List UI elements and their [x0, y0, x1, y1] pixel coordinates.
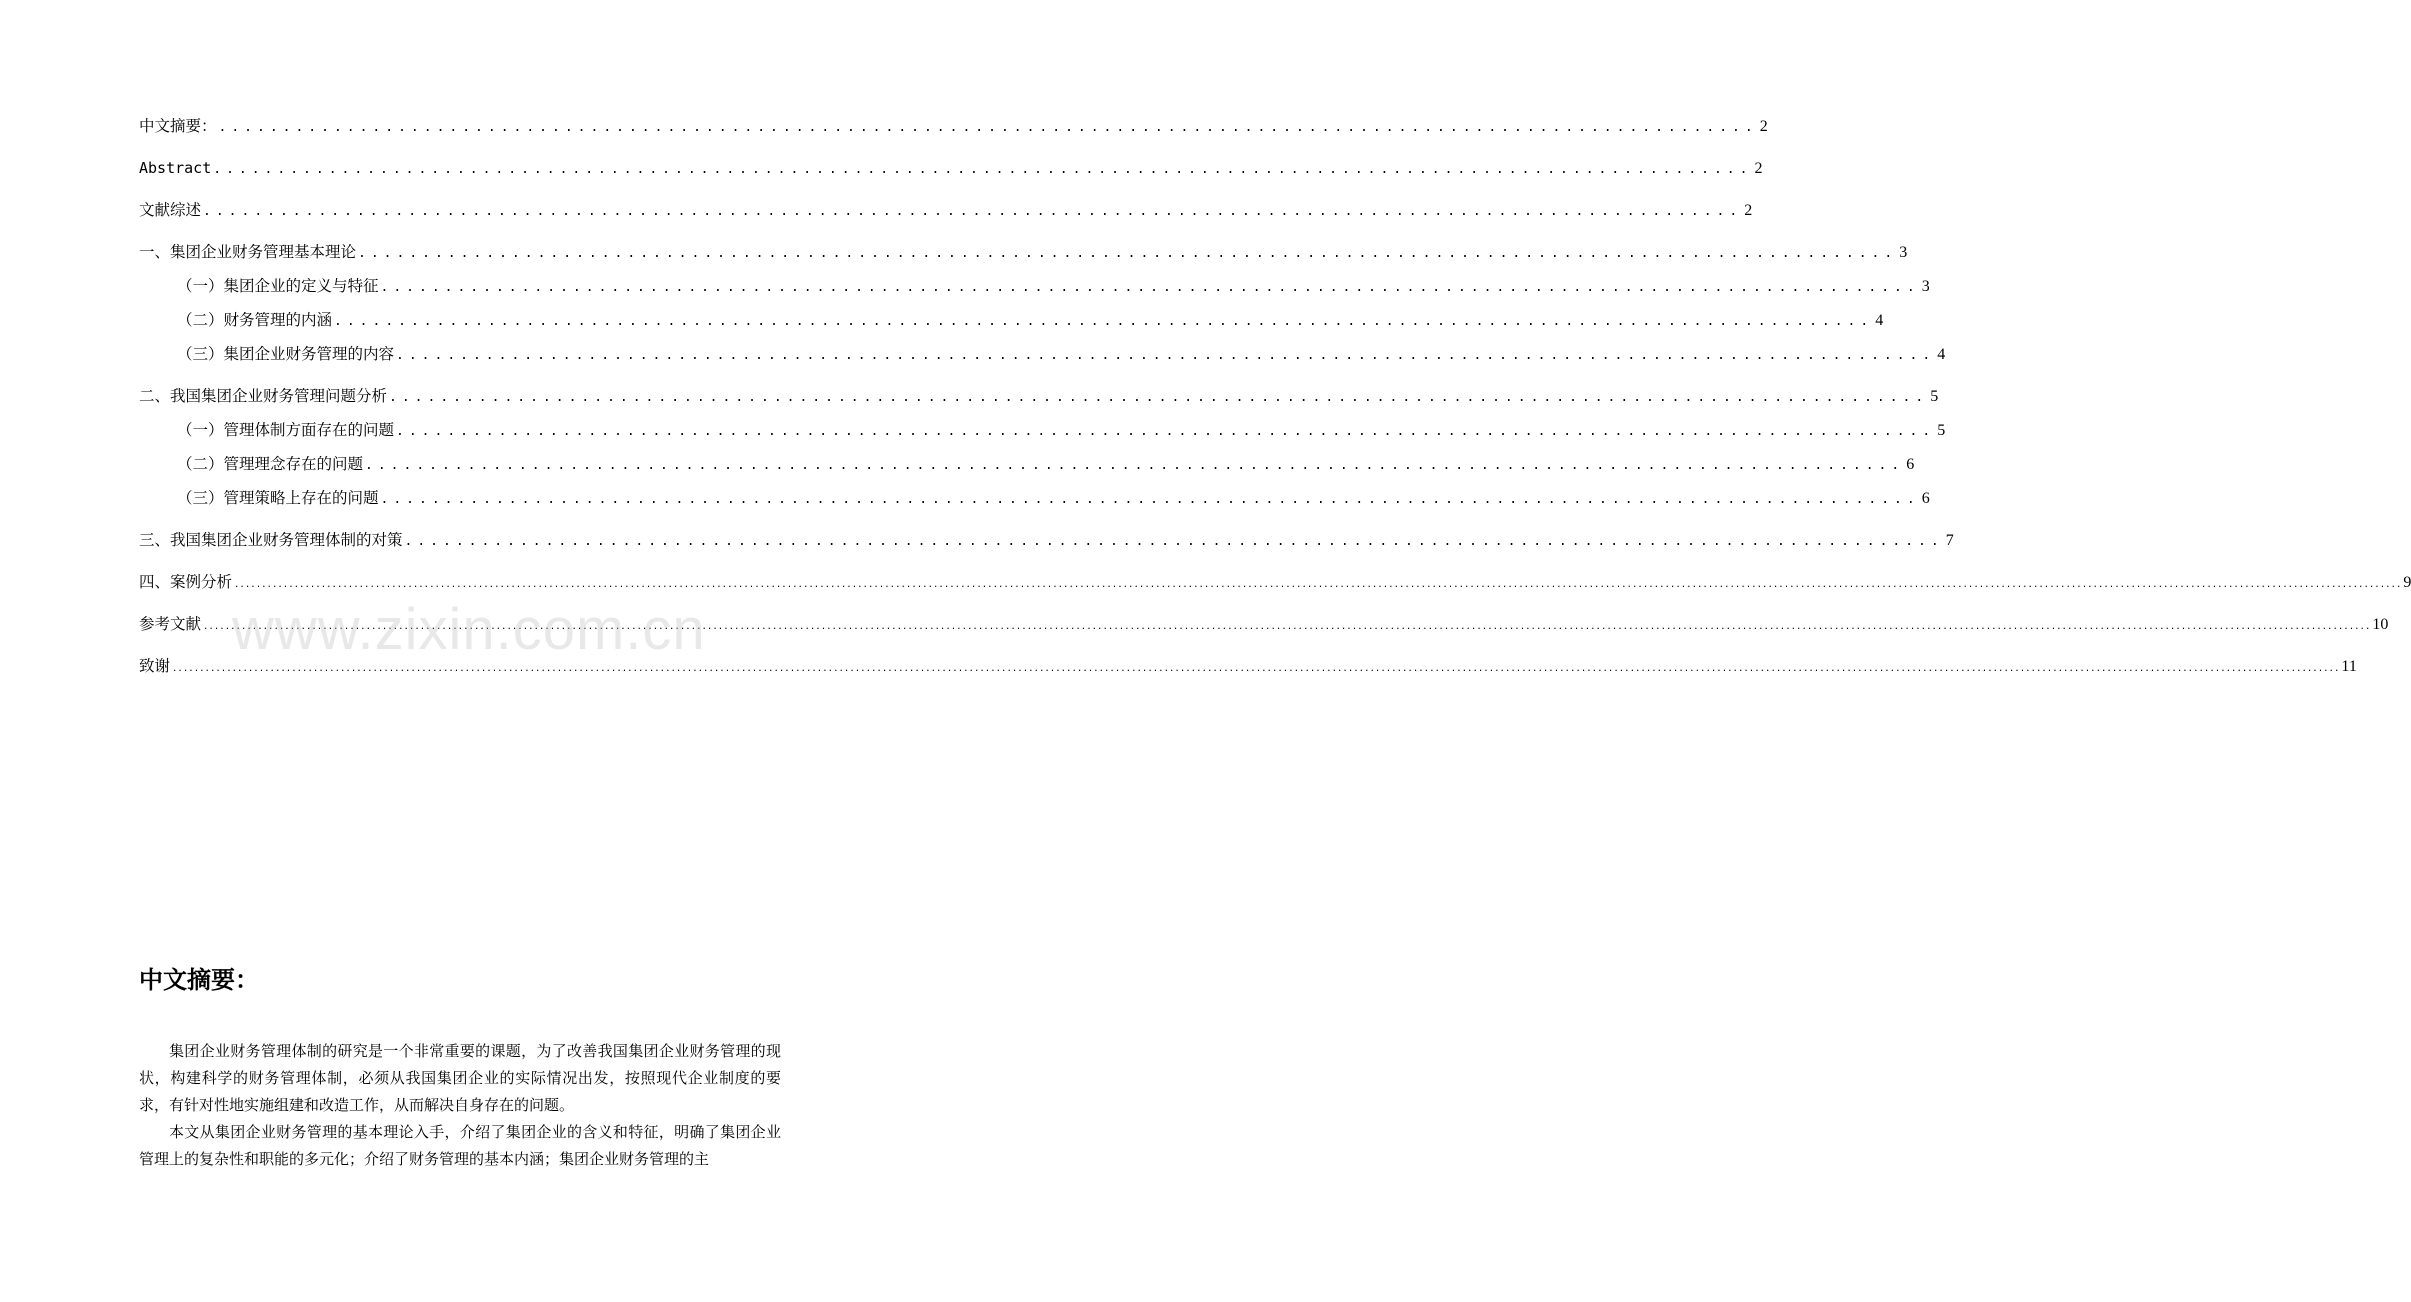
toc-dot-leader: ........................................................................................................................	[389, 390, 1929, 405]
toc-entry-page: 3	[1899, 244, 1908, 261]
toc-entry[interactable]	[139, 152, 1763, 184]
toc-entry-title: Abstract	[139, 159, 212, 177]
toc-entry[interactable]	[139, 524, 1954, 556]
toc-dot-leader: ........................................................................................................................	[334, 314, 1874, 329]
toc-entry-title: 四、案例分析	[139, 573, 233, 591]
abstract-body	[139, 1038, 781, 1173]
toc-entry-page: 3	[1921, 278, 1930, 295]
abstract-paragraph: 本文从集团企业财务管理的基本理论入手，介绍了集团企业的含义和特征，明确了集团企业管理上的复杂性和职能的多元化；介绍了财务管理的基本内涵；集团企业财务管理的主	[139, 1123, 781, 1168]
toc-entry-title: 一、集团企业财务管理基本理论	[139, 243, 357, 261]
toc-entry-page: 5	[1937, 422, 1946, 439]
toc-entry-page: 2	[1744, 202, 1753, 219]
abstract-heading: 中文摘要：	[139, 966, 259, 994]
toc-entry-page: 11	[2341, 658, 2357, 675]
toc-entry-page: 2	[1759, 118, 1768, 135]
toc-dot-leader: ................................................................................................................................................................................................................................................................................................................................................................................................................	[203, 622, 2371, 632]
toc-entry[interactable]	[139, 414, 1946, 446]
toc-entry-page: 4	[1937, 346, 1946, 363]
toc-entry[interactable]	[139, 650, 2357, 682]
watermark: www.zixin.com.cn	[232, 597, 706, 662]
toc-entry-title: 参考文献	[139, 615, 202, 633]
toc-entry[interactable]	[139, 482, 1930, 514]
toc-dot-leader: ........................................................................................................................	[396, 424, 1936, 439]
toc-entry-page: 4	[1875, 312, 1884, 329]
toc-dot-leader: ........................................................................................................................	[213, 162, 1753, 177]
toc-entry-title: （一）管理体制方面存在的问题	[177, 421, 395, 439]
toc-dot-leader: ........................................................................................................................	[380, 280, 1920, 295]
toc-entry[interactable]	[139, 236, 1908, 268]
toc-entry-title: （三）管理策略上存在的问题	[177, 489, 379, 507]
toc-entry[interactable]	[139, 608, 2389, 640]
toc-dot-leader: ........................................................................................................................	[218, 120, 1758, 135]
toc-entry[interactable]	[139, 566, 2411, 598]
toc-entry[interactable]	[139, 194, 1753, 226]
toc-entry-page: 7	[1945, 532, 1954, 549]
toc-entry-title: （三）集团企业财务管理的内容	[177, 345, 395, 363]
toc-entry-page: 6	[1921, 490, 1930, 507]
toc-entry[interactable]	[139, 448, 1915, 480]
toc-entry-title: 中文摘要：	[139, 117, 217, 135]
toc-entry[interactable]	[139, 380, 1939, 412]
toc-entry-title: 致谢	[139, 657, 171, 675]
toc-entry-page: 6	[1906, 456, 1915, 473]
toc-entry-page: 9	[2403, 574, 2411, 591]
toc-entry-page: 2	[1754, 160, 1763, 177]
toc-dot-leader: ........................................................................................................................	[203, 204, 1743, 219]
toc-dot-leader: ........................................................................................................................	[404, 534, 1944, 549]
abstract-paragraph: 集团企业财务管理体制的研究是一个非常重要的课题，为了改善我国集团企业财务管理的现状，构建科学的财务管理体制，必须从我国集团企业的实际情况出发，按照现代企业制度的要求，有针对性地实施组建和改造工作，从而解决自身存在的问题。	[139, 1042, 781, 1114]
toc-entry[interactable]	[139, 338, 1946, 370]
toc-dot-leader: ................................................................................................................................................................................................................................................................................................................................................................................................................	[234, 580, 2402, 590]
toc-entry-page: 10	[2372, 616, 2389, 633]
toc-entry-page: 5	[1930, 388, 1939, 405]
toc-dot-leader: ................................................................................................................................................................................................................................................................................................................................................................................................................	[172, 664, 2340, 674]
toc-entry[interactable]	[139, 110, 1768, 142]
toc-dot-leader: ........................................................................................................................	[358, 246, 1898, 261]
toc-entry-title: 二、我国集团企业财务管理问题分析	[139, 387, 388, 405]
toc-dot-leader: ........................................................................................................................	[396, 348, 1936, 363]
toc-entry-title: （二）财务管理的内涵	[177, 311, 333, 329]
toc-dot-leader: ........................................................................................................................	[365, 458, 1905, 473]
toc-entry-title: 文献综述	[139, 201, 202, 219]
table-of-contents	[139, 110, 2411, 682]
toc-entry-title: （一）集团企业的定义与特征	[177, 277, 379, 295]
toc-entry[interactable]	[139, 270, 1930, 302]
toc-dot-leader: ........................................................................................................................	[380, 492, 1920, 507]
toc-entry[interactable]	[139, 304, 1884, 336]
toc-entry-title: （二）管理理念存在的问题	[177, 455, 364, 473]
toc-entry-title: 三、我国集团企业财务管理体制的对策	[139, 531, 403, 549]
